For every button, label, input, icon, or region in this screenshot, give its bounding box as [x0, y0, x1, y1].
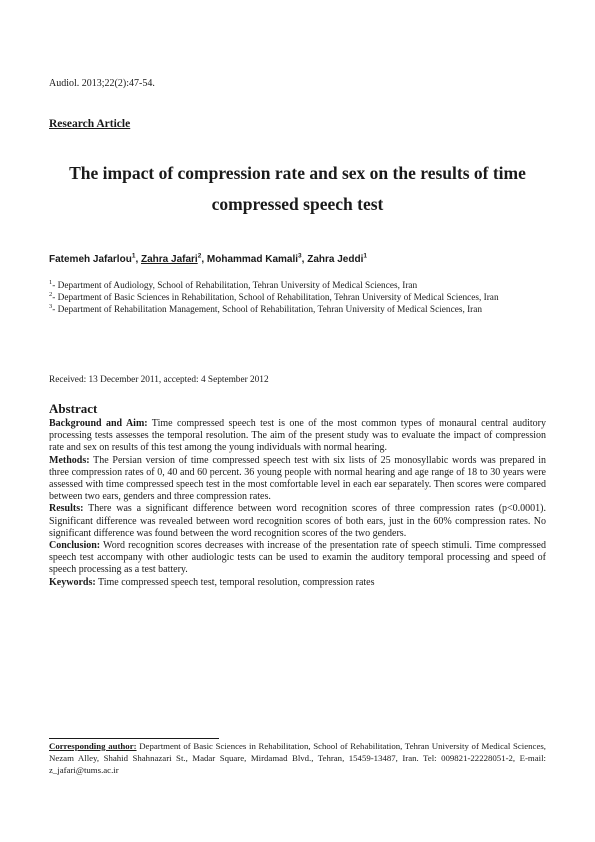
affiliation-list	[49, 280, 546, 316]
section-text: Word recognition scores decreases with increase of the presentation rate of speech stimuli. Time compressed speech test accompany with other audiologic tests can be used to examin the auditory temporal processing and speed of speech processing as a test battery.	[49, 540, 546, 576]
corresponding-author-note	[49, 741, 546, 776]
section-label: Background and Aim:	[49, 418, 148, 429]
paper-title: The impact of compression rate and sex on the results of time compressed speech test	[69, 163, 526, 214]
abstract-methods	[49, 455, 546, 504]
section-label: Keywords:	[49, 576, 96, 588]
author-affil-sup: 3	[298, 252, 302, 260]
author-separator: ,	[135, 254, 141, 265]
section-text: Time compressed speech test is one of the most common types of monaural central auditory processing tests assesses the temporal resolution. The aim of the present study was to evaluate the impact of compression rate and sex on results of this test among the young individuals with normal hearing.	[49, 418, 547, 454]
section-label: Results:	[49, 503, 84, 515]
affiliation-text: - Department of Audiology, School of Rehabilitation, Tehran University of Medical Sciences, Iran	[52, 281, 418, 291]
abstract-body	[49, 418, 546, 589]
abstract-keywords	[49, 577, 546, 589]
corresponding-author-label: Corresponding author:	[49, 741, 137, 751]
author-name: Mohammad Kamali	[206, 254, 299, 265]
author-affil-sup: 1	[363, 252, 367, 260]
author-separator: ,	[201, 254, 207, 265]
footnote-divider	[49, 738, 219, 739]
article-type: Research Article	[49, 118, 131, 130]
received-dates: Received: 13 December 2011, accepted: 4 September 2012	[49, 375, 269, 385]
corresponding-author-text: Department of Basic Sciences in Rehabilitation, School of Rehabilitation, Tehran University of Medical Sciences, Nezam Alley, Shahid Shahnazari St., Madar Square, Mirdamad Blvd., Tehran, 15459-13487, Iran. Tel: 009821-22228051-2, E-mail: z_jafari@tums.ac.ir	[49, 741, 546, 775]
author-affil-sup: 1	[131, 252, 136, 260]
affiliation-item	[49, 292, 546, 304]
abstract-conclusion	[49, 540, 546, 577]
affiliation-sup: 3	[49, 303, 53, 311]
author-separator: ,	[301, 254, 308, 265]
abstract-heading: Abstract	[49, 401, 98, 416]
section-text: There was a significant difference between word recognition scores of three compression rates (p<0.0001). Significant difference was revealed between word recognition scores of both ears, just in the 60% compression rates. No significant difference was found between the word recognition scores of the two genders.	[49, 503, 546, 539]
section-label: Conclusion:	[49, 540, 101, 552]
journal-citation: Audiol. 2013;22(2):47-54.	[49, 78, 155, 89]
affiliation-text: - Department of Basic Sciences in Rehabilitation, School of Rehabilitation, Tehran University of Medical Sciences, Iran	[52, 293, 499, 304]
author-name: Zahra Jeddi	[307, 254, 364, 265]
section-text: The Persian version of time compressed speech test with six lists of 25 monosyllabic words was prepared in three compression rates of 0, 40 and 60 percent. 36 young people with normal hearing and age range of 18 to 30 years were assessed with time compressed speech test in the most comfortable level in each ear separately. Then scores were compared between two ears, genders and three compression rates.	[49, 454, 546, 503]
author-name: Fatemeh Jafarlou	[49, 254, 132, 265]
abstract-background	[49, 418, 546, 455]
section-label: Methods:	[49, 454, 90, 466]
section-text: Time compressed speech test, temporal resolution, compression rates	[95, 576, 375, 588]
author-list	[49, 254, 367, 265]
abstract-results	[49, 503, 546, 540]
author-name-corresponding: Zahra Jafari	[141, 254, 198, 265]
affiliation-item	[49, 304, 546, 316]
affiliation-text: - Department of Rehabilitation Management, School of Rehabilitation, Tehran University of Medical Sciences, Iran	[52, 305, 483, 316]
affiliation-sup: 1	[49, 278, 53, 286]
affiliation-sup: 2	[49, 291, 53, 298]
affiliation-item	[49, 280, 546, 292]
author-affil-sup: 2	[197, 252, 202, 260]
